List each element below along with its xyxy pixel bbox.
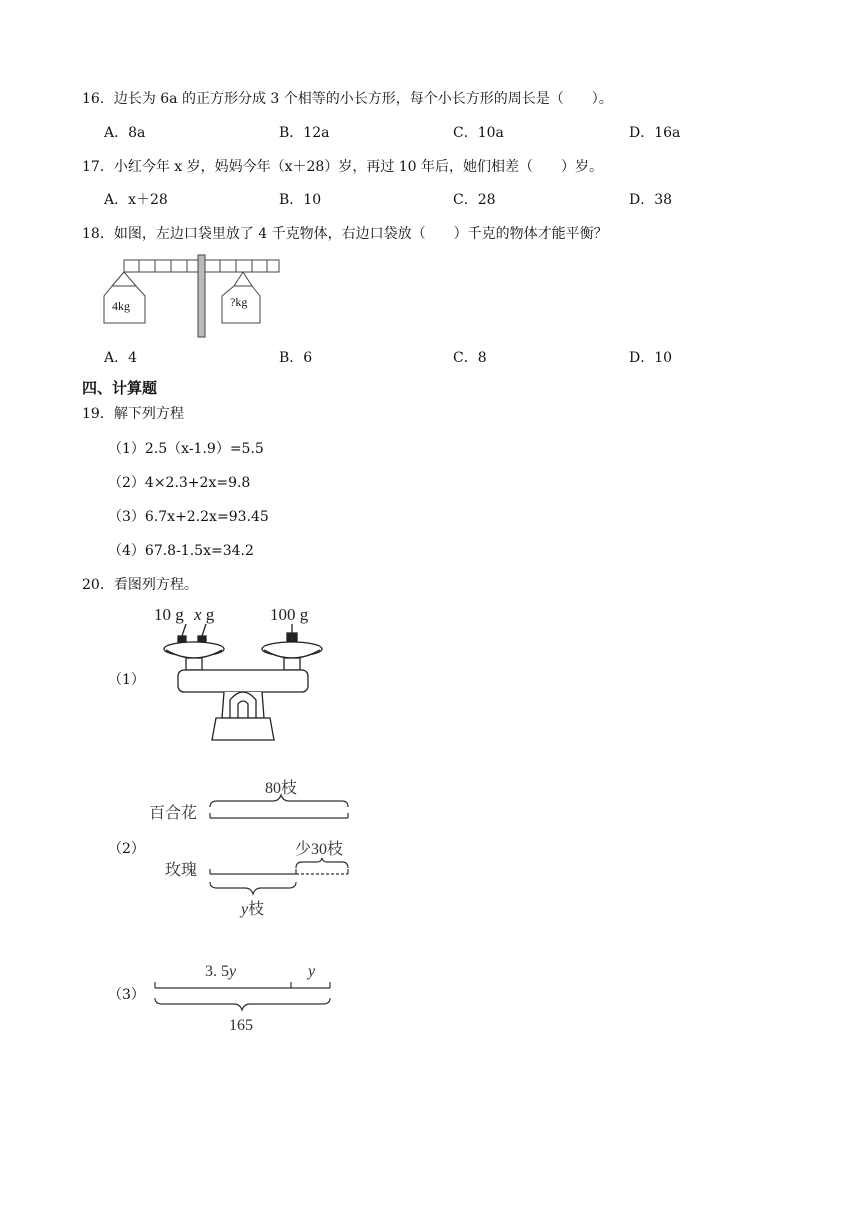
q17-option-c: C．28 [453,192,496,208]
part-2-label: （2） [108,841,145,857]
line-segment-figure-2 [145,774,365,920]
q17-option-b: B．10 [279,192,322,208]
part-1-label: （1） [108,672,145,688]
question-20-text: 20．看图列方程。 [82,577,198,593]
q16-option-d: D．16a [629,125,681,141]
equation-1: （1）2.5（x-1.9）=5.5 [108,441,264,457]
svg-text:3. 5y [205,963,237,980]
weight-100g-label: 100 g [270,605,309,624]
right-var: y [308,963,316,980]
weight-x-unit: g [201,605,215,624]
question-16-text: 16．边长为 6a 的正方形分成 3 个相等的小长方形，每个小长方形的周长是（ ）。 [82,91,613,107]
section-heading: 四、计算题 [82,379,158,397]
q18-option-b: B．6 [279,350,313,366]
rose-var: y [241,901,249,918]
lily-label: 百合花 [149,805,198,822]
q17-option-d: D．38 [629,192,673,208]
left-var: y [229,963,237,980]
q16-option-a: A．8a [104,125,146,141]
q17-option-a: A．x＋28 [104,192,168,208]
equation-4: （4）67.8-1.5x=34.2 [108,543,254,559]
line-segment-figure-3 [150,956,340,1036]
question-18-text: 18．如图，左边口袋里放了 4 千克物体，右边口袋放（ ）千克的物体才能平衡？ [82,226,608,242]
total-165-label: 165 [229,1017,253,1034]
svg-text:x g [193,605,215,624]
weight-x-var: x [194,605,202,624]
left-coef: 3. 5 [205,963,229,980]
rose-label: 玫瑰 [165,862,198,879]
lily-total-label: 80枝 [265,780,298,797]
svg-text:y枝 [239,899,264,918]
q18-option-a: A．4 [104,350,138,366]
part-3-label: （3） [108,987,145,1003]
question-17-text: 17．小红今年 x 岁，妈妈今年（x＋28）岁，再过 10 年后，她们相差（ ）岁。 [82,159,604,175]
q18-option-d: D．10 [629,350,673,366]
question-19-text: 19．解下列方程 [82,406,184,422]
left-bag-label: 4kg [112,299,130,313]
equation-3: （3）6.7x+2.2x=93.45 [108,509,269,525]
right-bag-label: ?kg [230,295,248,309]
weight-10g-label: 10 g [154,605,184,624]
less-30-label: 少30枝 [295,841,344,858]
rose-unit: 枝 [248,899,265,918]
pan-balance-figure [150,600,350,750]
balance-scale-figure [100,252,285,342]
equation-2: （2）4×2.3+2x=9.8 [108,475,251,491]
q16-option-c: C．10a [453,125,504,141]
q18-option-c: C．8 [453,350,487,366]
q16-option-b: B．12a [279,125,330,141]
